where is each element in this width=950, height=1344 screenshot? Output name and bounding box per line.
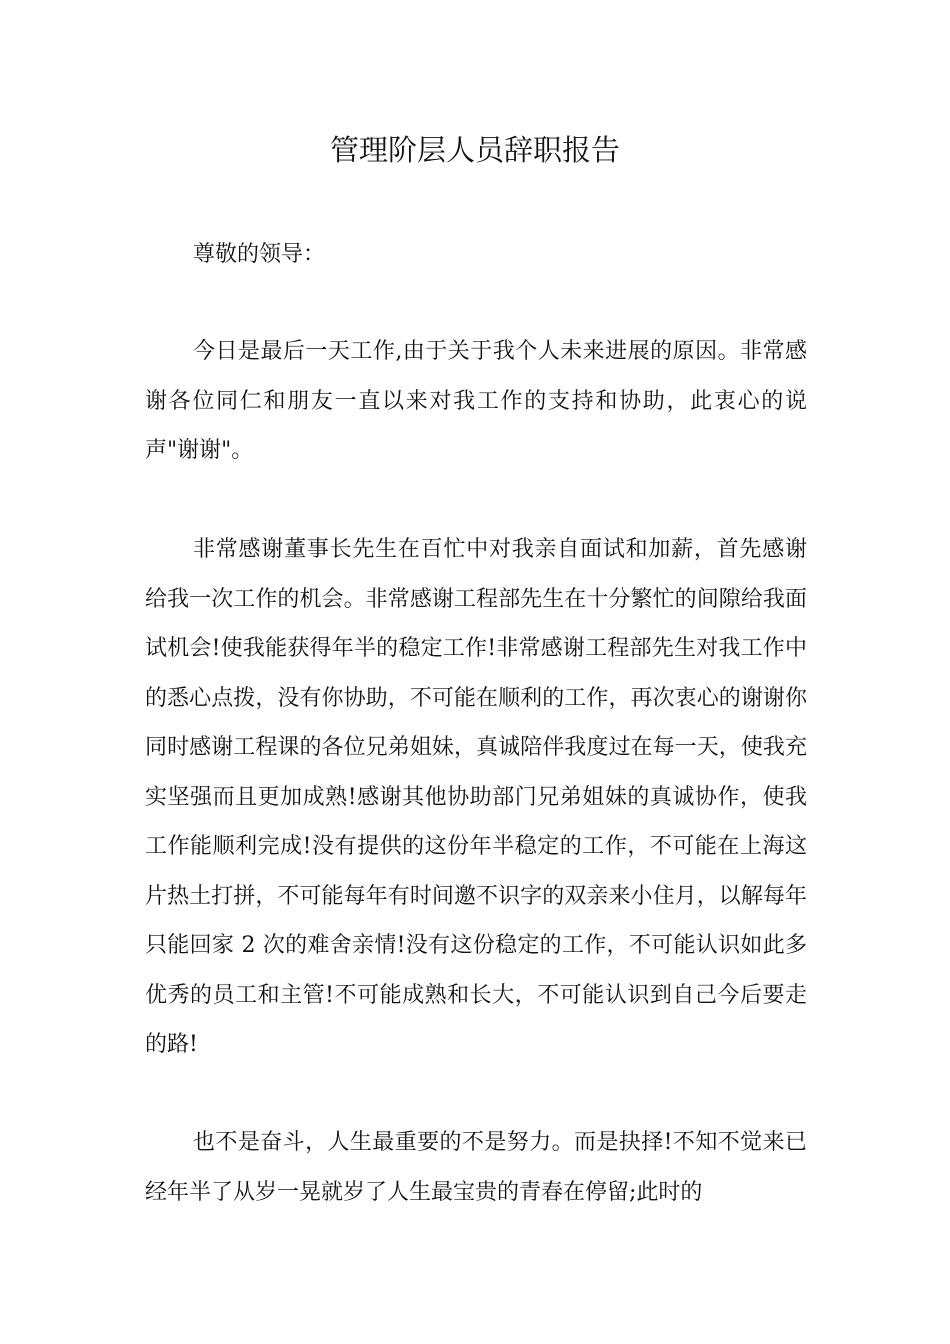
paragraph-1: 今日是最后一天工作,由于关于我个人未来进展的原因。非常感谢各位同仁和朋友一直以来对我工作的支持和协助，此衷心的说声"谢谢"。 <box>145 339 807 463</box>
salutation: 尊敬的领导： <box>193 242 326 267</box>
paragraph-3: 也不是奋斗，人生最重要的不是努力。而是抉择!不知不觉来已经年半了从岁一晃就岁了人生最宝贵的青春在停留;此时的 <box>145 1130 807 1205</box>
document-title: 管理阶层人员辞职报告 <box>329 133 620 167</box>
paragraph-2: 非常感谢董事长先生在百忙中对我亲自面试和加薪，首先感谢给我一次工作的机会。非常感谢工程部先生在十分繁忙的间隙给我面试机会!使我能获得年半的稳定工作!非常感谢工程部先生对我工作中的悉心点拨，没有你协助，不可能在顺利的工作，再次衷心的谢谢你同时感谢工程课的各位兄弟姐妹，真诚陪伴我度过在每一天，使我充实坚强而且更加成熟!感谢其他协助部门兄弟姐妹的真诚协作，使我工作能顺利完成!没有提供的这份年半稳定的工作，不可能在上海这片热土打拼，不可能每年有时间邀不识字的双亲来小住月，以解每年只能回家 2 次的难舍亲情!没有这份稳定的工作，不可能认识如此多优秀的员工和主管!不可能成熟和长大，不可能认识到自己今后要走的路! <box>145 537 807 1057</box>
